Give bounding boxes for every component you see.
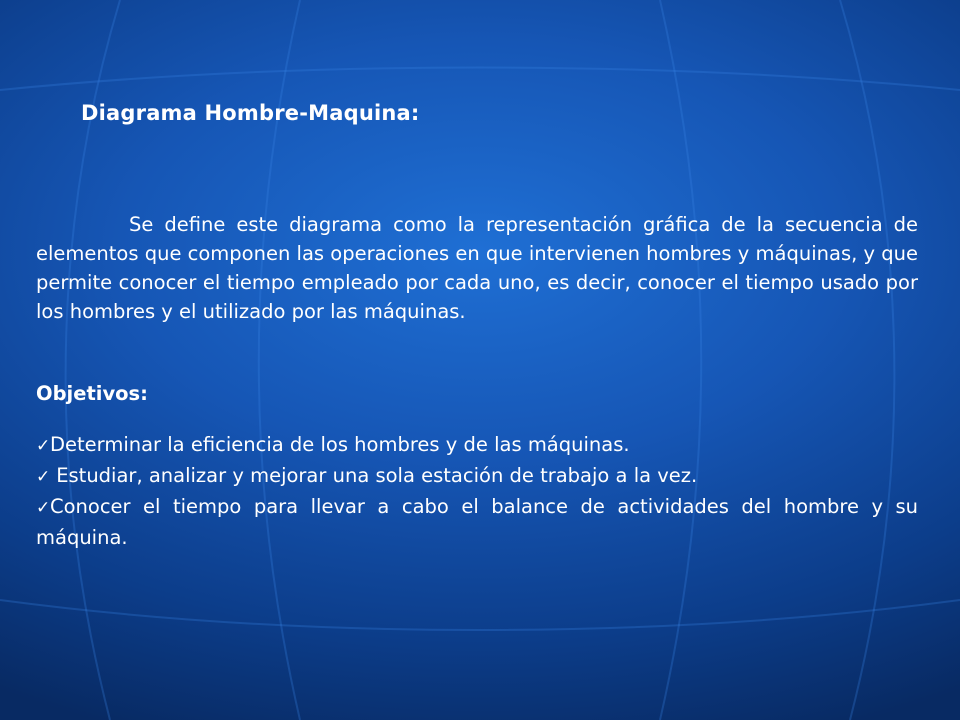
list-item [36, 461, 918, 492]
list-item [36, 430, 918, 461]
objectives-heading: Objetivos: [36, 382, 148, 405]
definition-paragraph: Se define este diagrama como la representación gráfica de la secuencia de elementos que componen las operaciones en que intervienen hombres y máquinas, y que permite conocer el tiempo empleado por cada uno, es decir, conocer el tiempo usado por los hombres y el utilizado por las máquinas. [36, 213, 918, 323]
objective-text: Conocer el tiempo para llevar a cabo el balance de actividades del hombre y su máquina. [36, 495, 918, 549]
objective-text: Estudiar, analizar y mejorar una sola estación de trabajo a la vez. [50, 464, 698, 487]
checkmark-icon: ✓ [36, 467, 51, 487]
objective-text: Determinar la eficiencia de los hombres y de las máquinas. [50, 433, 630, 456]
checkmark-icon: ✓ [36, 498, 51, 518]
slide-title: Diagrama Hombre-Maquina: [81, 101, 420, 125]
list-item [36, 492, 918, 552]
checkmark-icon: ✓ [36, 436, 51, 456]
objectives-list [36, 430, 918, 552]
